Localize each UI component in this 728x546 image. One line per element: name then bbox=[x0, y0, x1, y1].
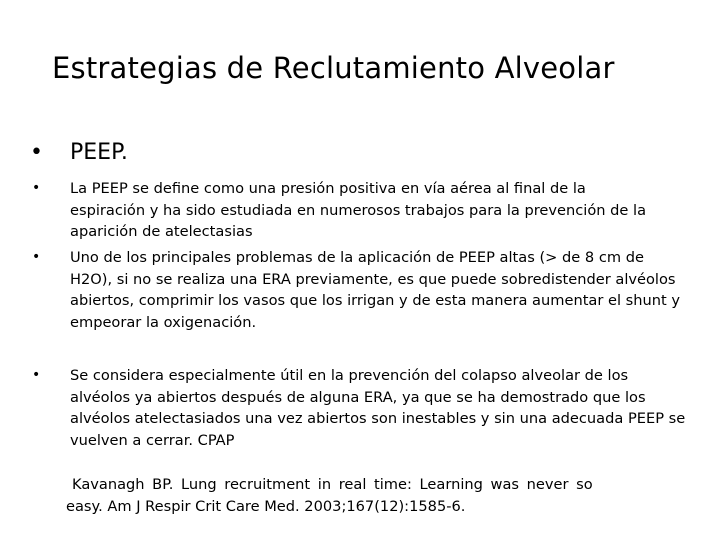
reference-citation bbox=[66, 474, 672, 517]
paragraph-line: espiración y ha sido estudiada en numerosos trabajos para la prevención de la bbox=[70, 201, 647, 219]
paragraph-line: La PEEP se define como una presión positiva en vía aérea al final de la bbox=[70, 180, 586, 197]
paragraph-line: vuelven a cerrar. CPAP bbox=[70, 431, 235, 449]
paragraph-problems bbox=[30, 247, 700, 333]
paragraph-line: empeorar la oxigenación. bbox=[70, 313, 257, 331]
bullet-marker: • bbox=[30, 140, 43, 165]
paragraph-line: abiertos, comprimir los vasos que los irrigan y de esta manera aumentar el shunt y bbox=[70, 292, 681, 309]
bullet-marker: • bbox=[32, 249, 41, 265]
paragraph-line: H2O), si no se realiza una ERA previamente, es que puede sobredistender alvéolos bbox=[70, 270, 676, 288]
bullet-peep-text: PEEP. bbox=[70, 140, 128, 165]
paragraph-line: Uno de los principales problemas de la aplicación de PEEP altas (> de 8 cm de bbox=[70, 249, 644, 266]
bullet-marker: • bbox=[32, 180, 41, 196]
slide-title: Estrategias de Reclutamiento Alveolar bbox=[52, 51, 615, 85]
paragraph-line: alvéolos atelectasiados una vez abiertos son inestables y sin una adecuada PEEP se bbox=[70, 410, 686, 427]
paragraph-line: Se considera especialmente útil en la prevención del colapso alveolar de los bbox=[70, 367, 629, 384]
paragraph-line: aparición de atelectasias bbox=[70, 223, 253, 240]
paragraph-definition bbox=[30, 178, 700, 243]
bullet-marker: • bbox=[32, 367, 41, 383]
reference-line: Kavanagh BP. Lung recruitment in real time: Learning was never so bbox=[72, 476, 593, 493]
paragraph-usefulness bbox=[30, 365, 700, 451]
paragraph-line: alvéolos ya abiertos después de alguna ERA, ya que se ha demostrado que los bbox=[70, 388, 646, 406]
reference-line: easy. Am J Respir Crit Care Med. 2003;167(12):1585-6. bbox=[66, 497, 466, 515]
